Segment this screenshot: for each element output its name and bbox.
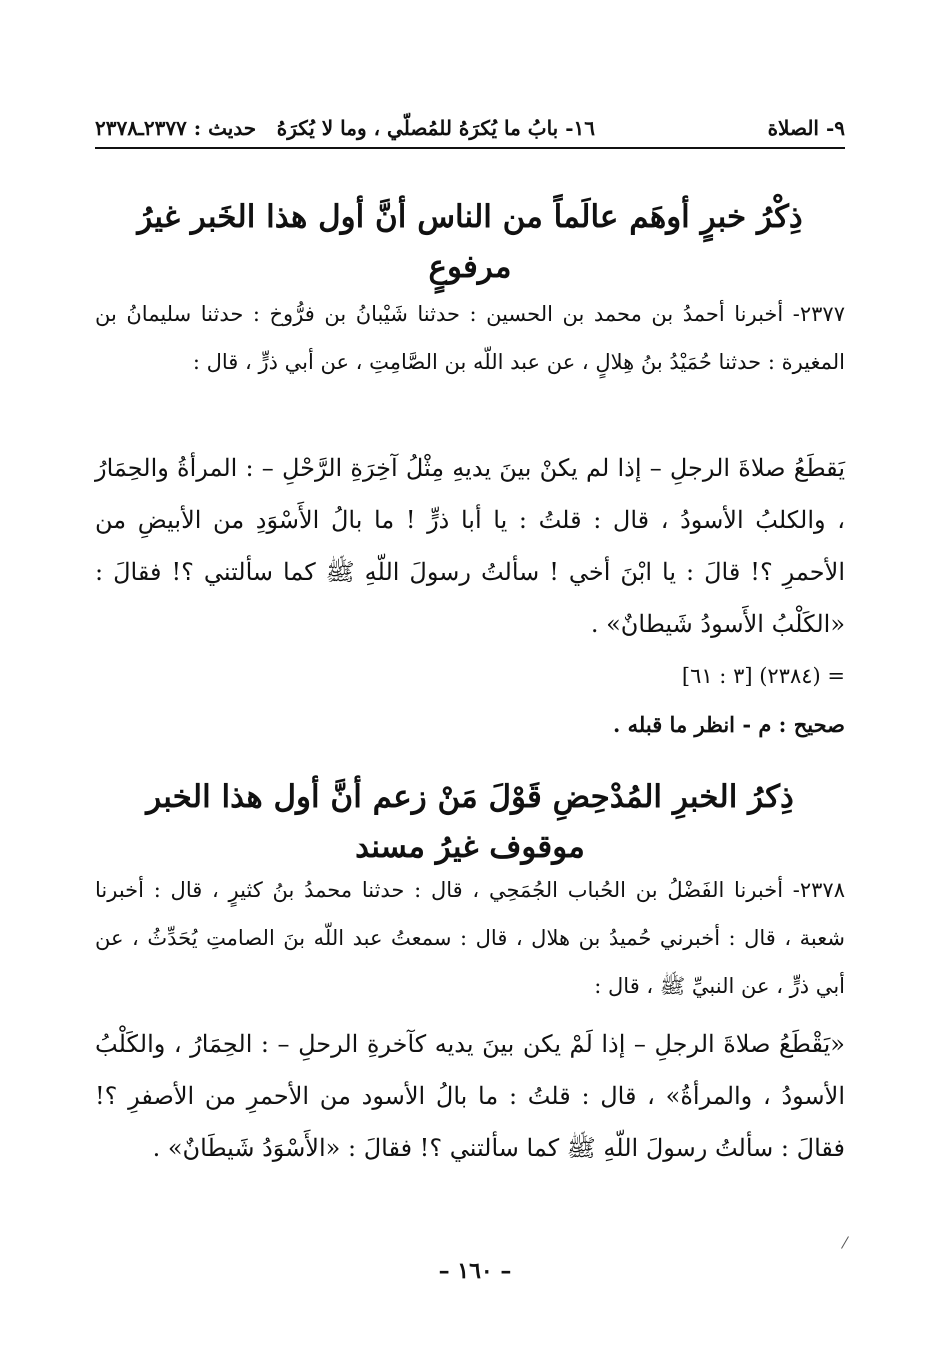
hadith-range: حديث : ٢٣٧٧ـ٢٣٧٨ bbox=[95, 116, 257, 140]
hadith-2378-matn: «يَقْطَعُ صلاةَ الرجلِ – إذا لَمْ يكن بينَ يديه كآخرةِ الرحلِ – : الحِمَارُ ، والكَلْبُ الأسودُ ، والمرأةُ» ، قال : قلتُ : ما بالُ الأسود من الأحمرِ من الأصفرِ ؟! فقالَ : سألتُ رسولَ اللّهِ ﷺ كما سألتني ؟! فقالَ : «الأَسْوَدُ شَيطَانٌ» . bbox=[95, 1030, 845, 1162]
header-rule bbox=[95, 147, 845, 149]
hadith-2377-reference: = (٢٣٨٤) [٣ : ٦١] bbox=[681, 664, 845, 688]
chapter-title: ٩- الصلاة bbox=[767, 116, 845, 140]
hadith-2377-isnad: ٢٣٧٧- أخبرنا أحمدُ بن محمد بن الحسين : حدثنا شَيْبانُ بن فرُّوخ : حدثنا سليمانُ بن المغيرة : حدثنا حُمَيْدُ بنُ هِلالٍ ، عن عبد اللّه بن الصَّامِتِ ، عن أبي ذرٍّ ، قال : bbox=[95, 302, 845, 374]
hadith-2377-grading: صحيح : م - انظر ما قبله . bbox=[613, 712, 845, 737]
margin-mark bbox=[841, 1236, 849, 1249]
hadith-2377-matn: يَقطَعُ صلاةَ الرجلِ – إذا لم يكنْ بينَ يديهِ مِثْلُ آخِرَةِ الرَّحْلِ – : المرأةُ والحِمَارُ ، والكلبُ الأسودُ ، قال : قلتُ : يا أبا ذرٍّ ! ما بالُ الأَسْوَدِ من الأبيضِ من الأحمرِ ؟! قالَ : يا ابْنَ أخي ! سألتُ رسولَ اللّهِ ﷺ كما سألتني ؟! فقالَ : «الكَلْبُ الأَسودُ شَيطانٌ» . bbox=[95, 454, 846, 638]
section-heading-1: ذِكْرُ خبرٍ أوهَم عالَماً من الناس أنَّ أول هذا الخَبر غيرُ مرفوعٍ bbox=[137, 199, 803, 285]
hadith-2378-isnad: ٢٣٧٨- أخبرنا الفَضْلُ بن الحُباب الجُمَحِي ، قال : حدثنا محمدُ بنُ كثيرٍ ، قال : أخبرنا شعبة ، قال : أخبرني حُميدُ بن هلال ، قال : سمعتُ عبد اللّه بنَ الصامتِ يُحَدِّثُ ، عن أبي ذرٍّ ، عن النبيِّ ﷺ ، قال : bbox=[95, 878, 845, 998]
section-title: ١٦- بابُ ما يُكرَهُ للمُصلّي ، وما لا يُكرَهُ bbox=[276, 116, 595, 140]
page-number: – ١٦٠ – bbox=[438, 1258, 512, 1284]
section-heading-2: ذِكرُ الخبرِ المُدْحِضِ قَوْلَ مَنْ زعم أنَّ أول هذا الخبر موقوف غيرُ مسند bbox=[146, 779, 794, 865]
running-head bbox=[95, 110, 845, 146]
